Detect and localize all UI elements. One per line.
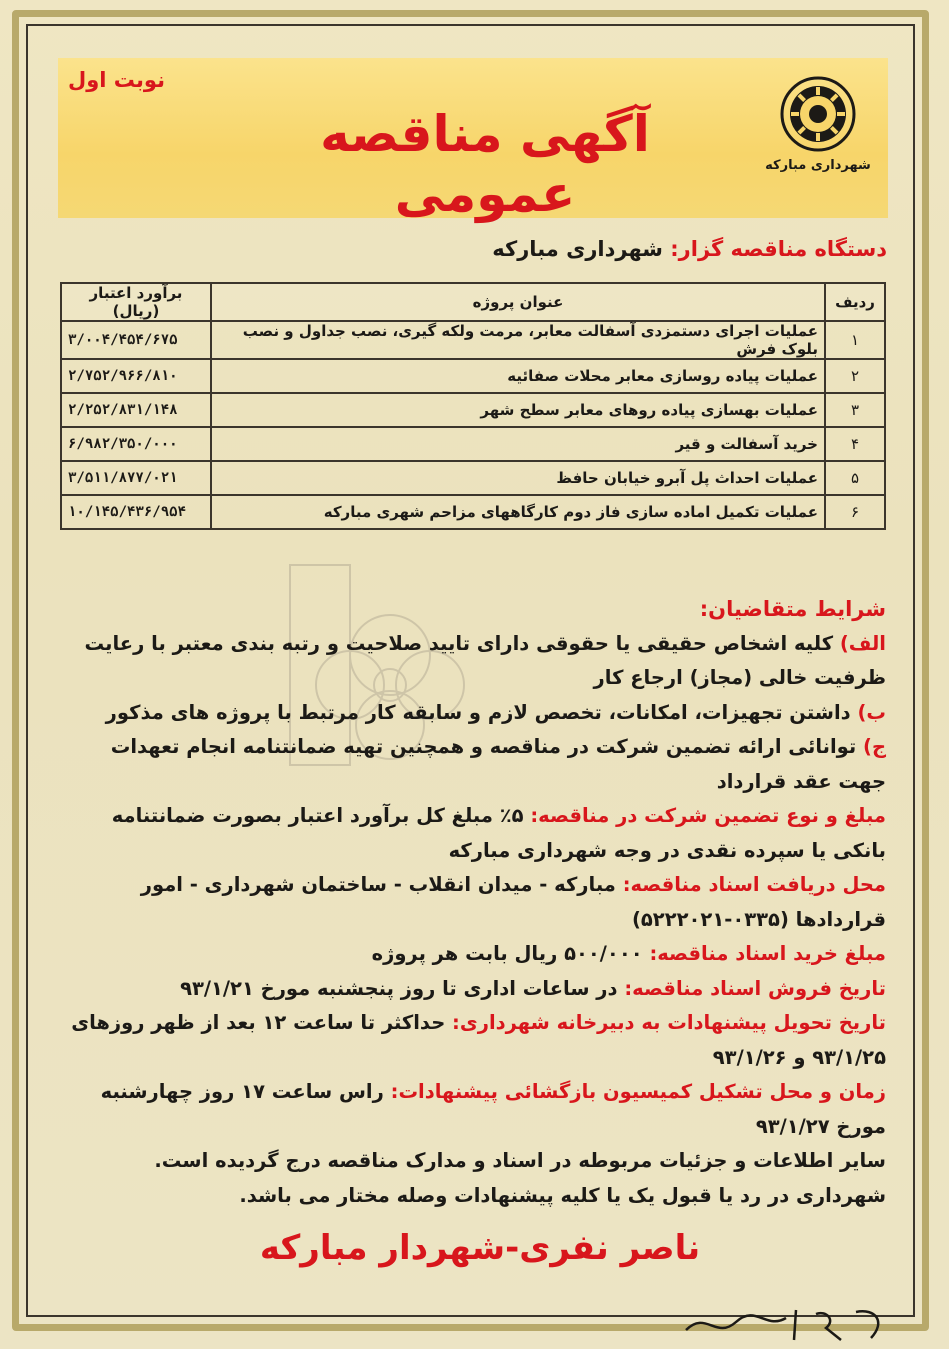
rights-line: شهرداری در رد یا قبول یک یا کلیه پیشنهادات وصله مختار می باشد. — [239, 1183, 886, 1207]
projects-table — [60, 282, 886, 530]
project-amount: ۳/۰۰۴/۴۵۴/۶۷۵ — [61, 321, 211, 359]
condition-b-text: داشتن تجهیزات، امکانات، تخصص لازم و سابقه کار مرتبط با پروژه های مذکور — [105, 700, 851, 724]
table-row — [61, 495, 885, 529]
guarantee-text: ۵٪ مبلغ کل برآورد اعتبار بصورت ضمانتنامه بانکی یا سپرده نقدی در وجه شهرداری مبارکه — [111, 804, 886, 862]
project-amount: ۶/۹۸۲/۳۵۰/۰۰۰ — [61, 427, 211, 461]
table-row — [61, 359, 885, 393]
column-header-title: عنوان پروژه — [211, 283, 825, 321]
notice-body — [62, 592, 886, 1213]
condition-a-label: الف) — [839, 631, 886, 655]
row-number: ۳ — [825, 393, 885, 427]
condition-a — [62, 627, 886, 696]
condition-c-text: توانائی ارائه تضمین شرکت در مناقصه و همچنین تهیه ضمانتنامه انجام تعهدات جهت عقد قرارداد — [110, 735, 886, 793]
project-amount: ۱۰/۱۴۵/۴۳۶/۹۵۴ — [61, 495, 211, 529]
round-label: نوبت اول — [68, 68, 165, 92]
project-title: عملیات پیاده روسازی معابر محلات صفائیه — [211, 359, 825, 393]
project-amount: ۲/۷۵۲/۹۶۶/۸۱۰ — [61, 359, 211, 393]
guarantee-line — [62, 799, 886, 868]
table-row — [61, 427, 885, 461]
delivery-date-line — [62, 1006, 886, 1075]
organizer-label: دستگاه مناقصه گزار: — [670, 237, 887, 261]
opening-line — [62, 1075, 886, 1144]
project-title: عملیات احداث پل آبرو خیابان حافظ — [211, 461, 825, 495]
sale-date-label: تاریخ فروش اسناد مناقصه: — [624, 976, 886, 1000]
project-title: عملیات اجرای دستمزدی آسفالت معابر، مرمت ولکه گیری، نصب جداول و نصب بلوک فرش — [211, 321, 825, 359]
organizer-value: شهرداری مبارکه — [492, 237, 663, 261]
row-number: ۱ — [825, 321, 885, 359]
column-header-amount: برآورد اعتبار (ریال) — [61, 283, 211, 321]
documents-place-line — [62, 868, 886, 937]
delivery-date-text: حداکثر تا ساعت ۱۲ بعد از ظهر روزهای ۹۳/۱/۲۵ و ۹۳/۱/۲۶ — [71, 1011, 886, 1069]
table-row — [61, 461, 885, 495]
condition-b — [62, 696, 886, 731]
table-row — [61, 321, 885, 359]
documents-place-text: مبارکه - میدان انقلاب - ساختمان شهرداری - امور قراردادها (۰۳۳۵-۵۲۲۲۰۲۱) — [140, 873, 886, 931]
project-title: عملیات تکمیل اماده سازی فاز دوم کارگاههای مزاحم شهری مبارکه — [211, 495, 825, 529]
condition-c — [62, 730, 886, 799]
delivery-date-label: تاریخ تحویل پیشنهادات به دبیرخانه شهرداری: — [452, 1011, 886, 1034]
logo-caption: شهرداری مبارکه — [765, 158, 871, 173]
notice-title: آگهی مناقصه عمومی — [320, 105, 650, 223]
table-header-row — [61, 283, 885, 321]
organizer-line — [492, 237, 887, 261]
documents-price-text: ۵۰۰/۰۰۰ ریال بابت هر پروژه — [371, 942, 643, 965]
sale-date-line — [62, 972, 886, 1007]
row-number: ۲ — [825, 359, 885, 393]
handwritten-note-icon — [676, 1300, 906, 1346]
documents-place-label: محل دریافت اسناد مناقصه: — [622, 873, 886, 896]
opening-label: زمان و محل تشکیل کمیسیون بازگشائی پیشنهادات: — [390, 1080, 886, 1103]
project-title: خرید آسفالت و قیر — [211, 427, 825, 461]
table-row — [61, 393, 885, 427]
documents-price-label: مبلغ خرید اسناد مناقصه: — [649, 942, 886, 965]
row-number: ۶ — [825, 495, 885, 529]
guarantee-label: مبلغ و نوع تضمین شرکت در مناقصه: — [530, 804, 886, 827]
signature-line: ناصر نفری-شهردار مبارکه — [259, 1228, 701, 1268]
row-number: ۵ — [825, 461, 885, 495]
condition-c-label: ج) — [863, 735, 886, 758]
opening-text: راس ساعت ۱۷ روز چهارشنبه مورخ ۹۳/۱/۲۷ — [100, 1080, 886, 1138]
project-title: عملیات بهسازی پیاده روهای معابر سطح شهر — [211, 393, 825, 427]
documents-price-line — [62, 937, 886, 972]
other-info-line: سایر اطلاعات و جزئیات مربوطه در اسناد و مدارک مناقصه درج گردیده است. — [154, 1149, 886, 1172]
project-amount: ۳/۵۱۱/۸۷۷/۰۲۱ — [61, 461, 211, 495]
condition-a-text: کلیه اشخاص حقیقی یا حقوقی دارای تایید صلاحیت و رتبه بندی معتبر با رعایت ظرفیت خالی (مجاز) ارجاع کار — [84, 631, 886, 689]
column-header-row-number: ردیف — [825, 283, 885, 321]
conditions-heading: شرایط متقاضیان: — [699, 597, 886, 621]
condition-b-label: ب) — [857, 700, 886, 724]
row-number: ۴ — [825, 427, 885, 461]
sale-date-text: در ساعات اداری تا روز پنجشنبه مورخ ۹۳/۱/۲۱ — [180, 976, 618, 1000]
project-amount: ۲/۲۵۲/۸۳۱/۱۴۸ — [61, 393, 211, 427]
